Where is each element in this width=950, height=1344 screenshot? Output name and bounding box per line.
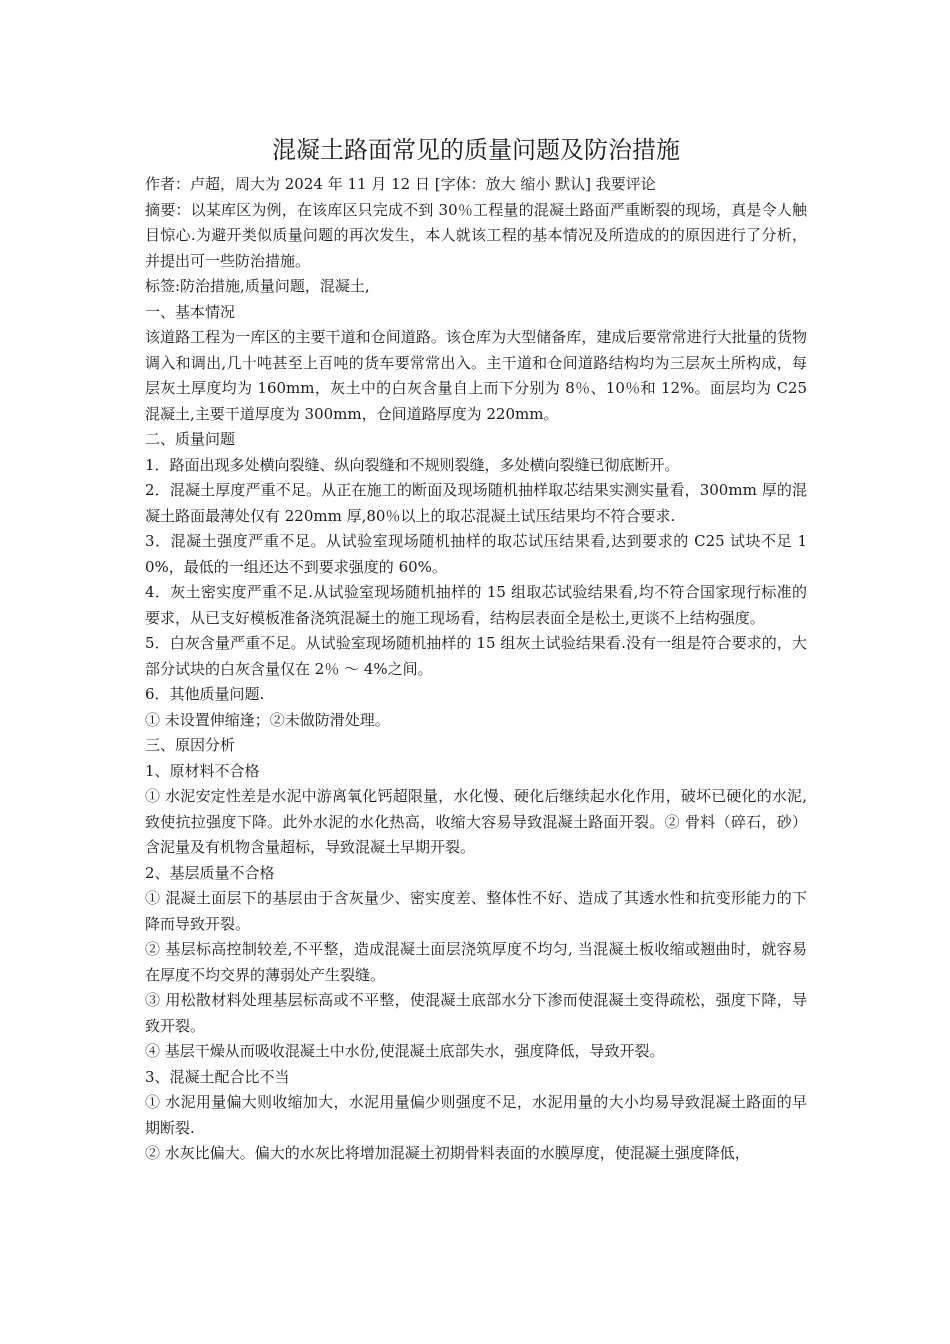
section-heading: 二、质量问题 xyxy=(145,430,236,448)
list-item: 5．白灰含量严重不足。从试验室现场随机抽样的 15 组灰土试验结果看.没有一组是符合要求的，大部分试块的白灰含量仅在 2％ ～ 4%之间。 xyxy=(145,634,807,678)
subsection-heading: 1、原材料不合格 xyxy=(145,761,260,780)
list-item: 6．其他质量问题. xyxy=(145,685,265,703)
tags-line: 标签:防治措施,质量问题，混凝土, xyxy=(145,277,370,295)
document-meta: 作者：卢超，周大为 2024 年 11 月 12 日 [字体：放大 缩小 默认] 我要评论 xyxy=(145,175,656,193)
document-title: 混凝土路面常见的质量问题及防治措施 xyxy=(272,136,680,164)
section-heading: 一、基本情况 xyxy=(145,302,236,321)
list-item: ③ 用松散材料处理基层标高或不平整，使混凝土底部水分下渗而使混凝土变得疏松，强度下降，导致开裂。 xyxy=(145,991,807,1035)
list-item: ② 水灰比偏大。偏大的水灰比将增加混凝土初期骨料表面的水膜厚度，使混凝土强度降低， xyxy=(145,1144,750,1162)
list-item: ① 混凝土面层下的基层由于含灰量少、密实度差、整体性不好、造成了其透水性和抗变形能力的下降而导致开裂。 xyxy=(145,889,807,933)
list-item: 1．路面出现多处横向裂缝、纵向裂缝和不规则裂缝，多处横向裂缝已彻底断开。 xyxy=(145,455,680,474)
subsection-heading: 2、基层质量不合格 xyxy=(145,863,275,882)
body-paragraph: 该道路工程为一库区的主要干道和仓间道路。该仓库为大型储备库，建成后要常常进行大批量的货物调入和调出,几十吨甚至上百吨的货车要常常出入。主干道和仓间道路结构均为三层灰土所构成，每层灰土厚度均为 160mm，灰土中的白灰含量自上而下分别为 8％、10％和 12%。面层均为 C25 混凝土,主要干道厚度为 300mm，仓间道路厚度为 220mm。 xyxy=(145,328,808,423)
body-paragraph: ① 水泥安定性差是水泥中游离氧化钙超限量，水化慢、硬化后继续起水化作用，破坏已硬化的水泥,致使抗拉强度下降。此外水泥的水化热高，收缩大容易导致混凝土路面开裂。② 骨料（碎石，砂）含泥量及有机物含量超标，导致混凝土早期开裂。 xyxy=(145,787,807,856)
section-heading: 三、原因分析 xyxy=(145,736,236,754)
list-item: ① 未设置伸缩逢；②未做防滑处理。 xyxy=(145,710,390,729)
list-item: ① 水泥用量偏大则收缩加大，水泥用量偏少则强度不足，水泥用量的大小均易导致混凝土路面的早期断裂. xyxy=(145,1093,807,1137)
list-item: 3．混凝土强度严重不足。从试验室现场随机抽样的取芯试压结果看,达到要求的 C25 试块不足 10%，最低的一组还达不到要求强度的 60%。 xyxy=(145,532,807,576)
list-item: 4．灰土密实度严重不足.从试验室现场随机抽样的 15 组取芯试验结果看,均不符合国家现行标准的要求，从已支好模板准备浇筑混凝土的施工现场看，结构层表面全是松土,更谈不上结构强度。 xyxy=(145,583,807,627)
subsection-heading: 3、混凝土配合比不当 xyxy=(145,1067,290,1086)
document-page xyxy=(145,132,807,1167)
list-item: ② 基层标高控制较差,不平整，造成混凝土面层浇筑厚度不均匀, 当混凝土板收缩或翘曲时，就容易在厚度不均交界的薄弱处产生裂缝。 xyxy=(145,940,807,984)
list-item: ④ 基层干燥从而吸收混凝土中水份,使混凝土底部失水，强度降低，导致开裂。 xyxy=(145,1042,665,1060)
abstract-paragraph: 摘要：以某库区为例，在该库区只完成不到 30％工程量的混凝土路面严重断裂的现场，真是令人触目惊心.为避开类似质量问题的再次发生，本人就该工程的基本情况及所造成的的原因进行了分析，并提出可一些防治措施。 xyxy=(145,200,807,270)
list-item: 2．混凝土厚度严重不足。从正在施工的断面及现场随机抽样取芯结果实测实量看，300mm 厚的混凝土路面最薄处仅有 220mm 厚,80％以上的取芯混凝土试压结果均不符合要求. xyxy=(145,481,807,525)
